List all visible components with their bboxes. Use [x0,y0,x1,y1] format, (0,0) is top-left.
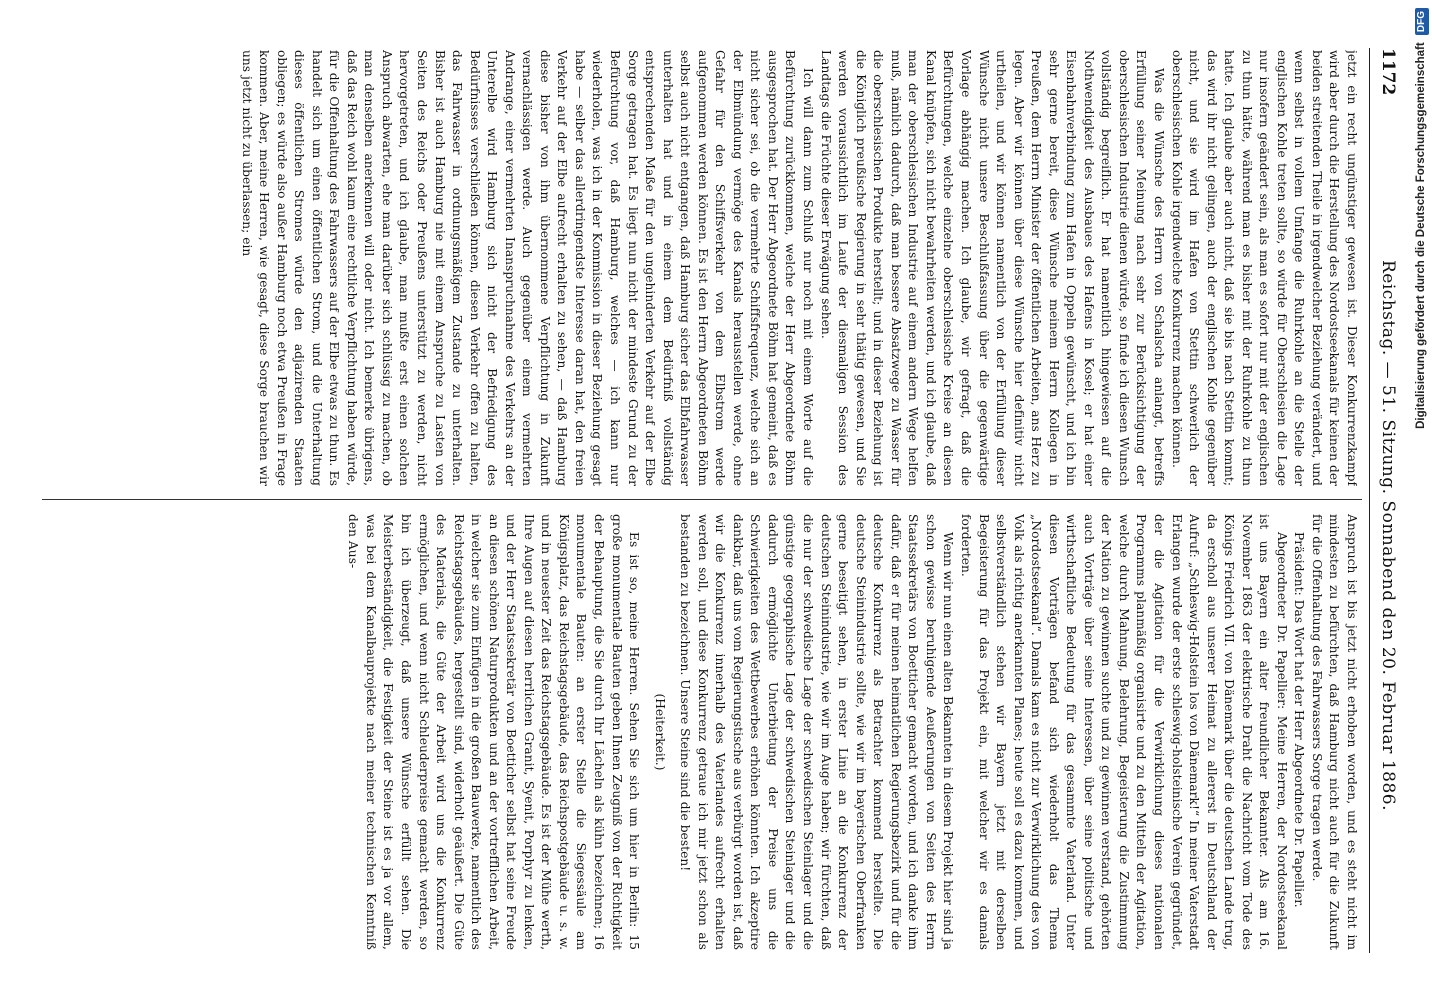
left-column [40,50,1360,486]
speaker-paragraph: Abgeordneter Dr. Papellier: Meine Herren, der Nordostseekanal ist uns Bayern ein alter freundlicher Bekannter. Als am 16. November 1863 der elektrische Draht die Nachricht vom Tode des Königs Friedrich VII. von Dänemark über die deutschen Lande trug, da erscholl aus unserer Heimat zu allererst in Deutschland der Aufruf: „Schleswig-Holstein los von Dänemark!“ In meiner Vaterstadt Erlangen wurde der erste schleswig-holsteinische Verein gegründet, der die Agitation für die Verwirklichung dieses nationalen Programms planmäßig organisirte und zu den Mitteln der Agitation, welche durch Mahnung, Belehrung, Begeisterung die Zustimmung der Nation zu gewinnen suchte und zu gewinnen verstand, gehörten auch Vorträge über seine Interessen, über seine politische und wirthschaftliche Bedeutung für das gesammte Vaterland. Unter diesen Vorträgen befand sich wiederholt das Thema „Nordostseekanal“. Damals kam es nicht zur Verwirklichung des von Volk als richtig anerkannten Planes; heute soll es dazu kommen, und selbstverständlich stehen wir Bayern jetzt mit derselben Begeisterung für das Projekt ein, mit welcher wir es damals forderten. [958,514,1289,950]
paragraph: jetzt ein recht ungünstiger gewesen ist. Dieser Konkurrenzkampf wird aber durch die Herstellung des Nordostseekanals für keinen der beiden streitenden Theile in irgendwelcher Beziehung verändert, und wenn selbst in vollem Umfange die Ruhrkohle an die Stelle der englischen Kohle treten sollte, so würde für Oberschlesien die Lage nur insofern geändert sein, als man es sofort nur mit der englischen zu thun hätte, während man es bisher mit der Ruhrkohle zu thun hatte. Ich glaube aber auch nicht, daß sie bis nach Stettin kommt; das wird ihr nicht gelingen, auch der englischen Kohle gegenüber nicht, und sie wird im Hafen von Stettin schwerlich der oberschlesischen Kohle irgendwelche Konkurrenz machen können. [1169,50,1359,486]
page-number: 1172 [1378,48,1398,96]
dfg-credit [1410,0,1432,1000]
paragraph: Wenn wir nun einen alten Bekannten in diesem Projekt hier sind ja schon gewisse beruhigende Aeußerungen von Seiten des Herrn Staatssekretärs von Boetticher gemacht worden, und ich danke ihm dafür, daß er für meinen heimatlichen Regierungsbezirk und für die deutsche Konkurrenz als Betrachter kommend herstellte. Die deutsche Steinindustrie sollte, wie wir im bayerischen Oberfranken gerne beseitigt sehen, in erster Linie an die Konkurrenz der deutschen Steinindustrie, wie wir im Auge haben; wir fürchten, daß die nur der schwedische Lage der schwedischen Steinlager und die günstige geographische Lage der schwedischen Steinlager und die dadurch ermöglichte Unterbietung der Preise uns die Schwierigkeiten des Wettbewerbes erhöhen könnten. Ich akzeptire dankbar, daß uns vom Regierungstische aus verbürgt worden ist, daß wir die Konkurrenz innerhalb des Vaterlandes aufrecht erhalten werden soll, und diese Konkurrenz getraue ich mir jetzt schon als bestanden zu bezeichnen. Unsere Steine sind die besten! [678,514,956,950]
header-rule [1369,48,1370,953]
column-divider [42,499,1362,500]
paragraph: Es ist so, meine Herren. Sehen Sie sich um hier in Berlin: 15 große monumentale Bauten geben Ihnen Zeugniß von der Richtigkeit der Behauptung, die Sie durch Ihr Lächeln als kühn bezeichnen; 16 monumentale Bauten: an erster Stelle die Siegessäule am Königsplatz, das Reichstagsgebäude, das Reichspostgebäude u. s. w. und in neuester Zeit das Reichstagsgebäude. Es ist der Mühe werth, Ihre Augen auf diesen herrlichen Granit, Syenit, Porphyr zu lenken, und der Herr Staatssekretär von Boetticher selbst hat seine Freude an diesen schönen Naturprodukten und an der vortrefflichen Arbeit, in welcher sie zum Einfügen in die großen Bauwerke, namentlich des Reichstagsgebäudes, hergestellt sind, widerholt geäußert. Die Güte des Materials, die Güte der Arbeit wird uns die Konkurrenz ermöglichen, und wenn nicht Schleuderpreise gemacht werden, so bin ich überzeugt, daß unsere Wünsche erfüllt sehen. Die Meisterbeständigkeit, die Festigkeit der Steine ist es ja vor allem, was bei dem Kanalbauprojekte nach meiner technischen Kenntniß den Aus- [346,514,642,950]
dfg-credit-strip [1410,0,1432,1000]
page-title: Reichstag. — 51. Sitzung. Sonnabend den 20. Februar 1886. [1378,260,1398,811]
paragraph: Was die Wünsche des Herrn von Schalscha anlangt, betreffs Erfüllung seiner Meinung nach sehr zur Berücksichtigung der oberschlesischen Industrie dienen würde, so finde ich diesen Wunsch vollständig begreiflich. Er hat namentlich hingewiesen auf die Nothwendigkeit des Ausbaues des Hafens in Kosel; er hat einer Eisenbahnverbindung zum Hafen in Oppeln gewünscht, und ich bin sehr gerne bereit, diese Wünsche meinem Herrn Kollegen in Preußen, dem Herrn Minister der öffentlichen Arbeiten, ans Herz zu legen. Aber wir können über diese Wünsche hier definitiv nicht urtheilen, und wir können namentlich von der Erfüllung dieser Wünsche nicht unsere Beschlußfassung über die gegenwärtige Vorlage abhängig machen. Ich glaube, wir gefragt, daß die Befürchtungen, welche einzelne oberschlesische Kreise an diesen Kanal knüpfen, sich nicht bewahrheiten werden, und ich glaube, daß man der oberschlesischen Industrie auf einem andern Wege helfen muß, nämlich dadurch, daß man bessere Absatzwege zu Wasser für die oberschlesischen Produkte herstellt; und in dieser Beziehung ist die Königlich preußische Regierung in sehr thätig gewesen, und Sie werden voraussichtlich im Laufe der diesmaligen Session des Landtags die Früchte dieser Erwägung sehen. [818,50,1166,486]
paragraph: Ich will dann zum Schluß nur noch mit einem Worte auf die Befürchtung zurückkommen, welche der Herr Abgeordnete Böhm ausgesprochen hat. Der Herr Abgeordnete Böhm hat gemeint, daß es nicht sicher sei, ob die vermehrte Schiffsfrequenz, welche sich an der Elbmündung vermöge des Kanals herausstellen werde, ohne Gefahr für den Schiffsverkehr von dem Elbstrom werde aufgenommen werden können. Es ist den Herrn Abgeordneten Böhm selbst auch nicht entgangen, daß Hamburg sicher das Elbfahrwasser unterhalten hat und in einem dem Bedürfniß vollständig entsprechenden Maße für den ungehinderten Verkehr auf der Elbe Sorge getragen hat. Es liegt nun nicht der mindeste Grund zu der Befürchtung vor, daß Hamburg, welches — ich kann nur wiederholen, was ich in der Kommission in dieser Beziehung gesagt habe — selber das allerdringendste Interesse daran hat, den freien Verkehr auf der Elbe aufrecht erhalten zu sehen, — daß Hamburg diese bisher von ihm übernommene Verpflichtung in Zukunft vernachlässigen werde. Auch gegenüber einem vermehrten Andrange, einer vermehrten Inanspruchnahme des Verkehrs an der Unterelbe wird Hamburg sich nicht der Befriedigung des Bedürfnisses verschließen können, diesen Verkehr offen zu halten, das Fahrwasser in ordnungsmäßigem Zustande zu unterhalten. Bisher ist auch Hamburg nie mit einem Anspruche zu Lasten von Seiten des Reichs oder Preußens unterstützt zu werden, nicht hervorgetreten, und ich glaube, man mußte erst einen solchen Anspruch abwarten, ehe man darüber sich schlüssig zu machen, ob man denselben anerkennen will oder nicht. Ich bemerke übrigens, daß das Reich wohl kaum eine rechtliche Verpflichtung haben würde, für die Offenhaltung des Fahrwassers auf der Elbe etwas zu thun. Es handelt sich um einen öffentlichen Strom, und die Unterhaltung dieses öffentlichen Stromes würde den adjazirenden Staaten obliegen; es würde also außer Hamburg noch etwa Preußen in Frage kommen. Aber, meine Herren, wie gesagt, diese Sorge brauchen wir uns jetzt nicht zu überlassen; ein [239,50,816,486]
right-column [40,514,1360,950]
page-header [1372,48,1398,953]
stage-direction: (Heiterkeit.) [652,693,667,771]
speaker-paragraph: Präsident: Das Wort hat der Herr Abgeordnete Dr. Papellier. [1292,532,1307,908]
paragraph: Anspruch ist bis jetzt nicht erhoben worden, und es steht nicht im mindesten zu befürchten, daß Hamburg nicht auch für die Zukunft für die Offenhaltung des Fahrwassers Sorge tragen werde. [1309,514,1359,950]
dfg-logo: DFG [1415,8,1429,35]
dfg-credit-text: Digitalisierung gefördert durch die Deutsche Forschungsgemeinschaft [1415,42,1427,429]
